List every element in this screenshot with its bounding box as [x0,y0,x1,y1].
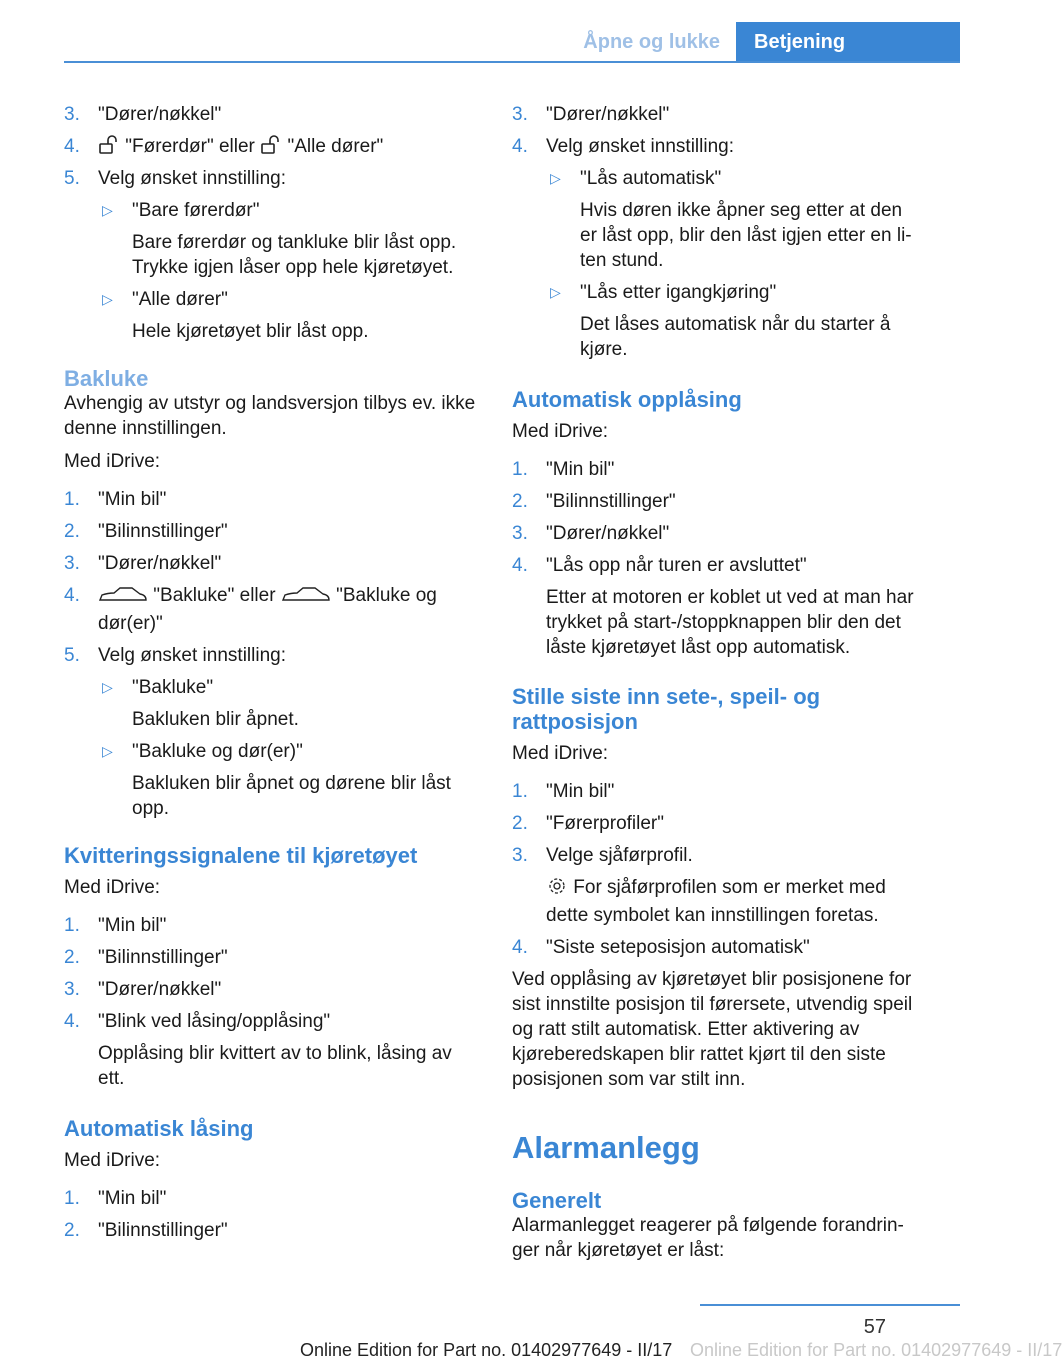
section-heading: Automatisk opplåsing [512,387,742,412]
list-item [512,457,924,489]
section-kvittering [64,843,476,1091]
list-item [512,102,924,134]
unlock-icon [260,135,282,162]
list-number: 4. [512,136,528,157]
section-sete-speil [512,684,924,1092]
bakluke-list [64,487,476,675]
list-text: "Min bil" [98,915,167,936]
list-number: 4. [512,555,528,576]
section-heading: Bakluke [64,366,149,391]
sublist-title: "Lås automatisk" [580,168,722,189]
list-number: 2. [64,521,80,542]
list-text: "Dører/nøkkel" [98,553,222,574]
sublist-desc: Bakluken blir åpnet. [132,709,299,730]
sete-list [512,779,924,967]
list-item [64,945,476,977]
section-heading: Generelt [512,1188,602,1213]
unlock-icon [98,135,120,162]
list-item [64,583,476,636]
list-item [512,843,924,928]
triangle-bullet-icon: ▷ [550,284,561,300]
list-item [64,166,476,198]
list-text: "Min bil" [546,781,615,802]
idrive-label: Med iDrive: [64,1150,161,1171]
list-item [64,487,476,519]
list-text: "Bakluke" eller [153,585,276,606]
list-number: 2. [512,491,528,512]
right-top-list [512,102,924,166]
triangle-bullet-icon: ▷ [102,202,113,218]
list-number: 1. [64,1188,80,1209]
sublist-title: "Bakluke og dør(er)" [132,741,303,762]
section-alarmanlegg [512,1130,924,1263]
sublist-item [64,287,476,344]
list-text: "Dører/nøkkel" [546,104,670,125]
section-tab: Betjening [736,22,960,62]
list-number: 4. [64,585,80,606]
list-text: Velg ønsket innstilling: [98,168,286,189]
list-text: "Bakluke og dør(er)" [98,585,437,634]
idrive-label: Med iDrive: [512,743,609,764]
list-number: 5. [64,645,80,666]
list-number: 2. [512,813,528,834]
idrive-label: Med iDrive: [64,451,161,472]
list-number: 3. [64,553,80,574]
car-icon [281,586,331,611]
section-heading: Kvitteringssignalene til kjøretøyet [64,843,418,868]
list-number: 1. [64,489,80,510]
list-item [512,521,924,553]
list-text: "Bilinnstillinger" [546,491,676,512]
right-column [512,100,924,1263]
right-top-sublist [512,166,924,362]
list-text: "Dører/nøkkel" [98,104,222,125]
list-text: "Førerdør" eller [125,136,255,157]
page-number: 57 [863,1316,886,1338]
page-header [0,0,960,62]
sublist-item [64,198,476,280]
sublist-desc: Hele kjøretøyet blir låst opp. [132,321,369,342]
list-item [64,134,476,166]
section-body: Ved opplåsing av kjøretøyet blir posisjonene for sist innstilte posisjon til førersete, utvendig speil og ratt stilt automatisk. Etter aktivering av kjøreberedskapen blir rattet kjørt til den siste posisjonen som var stilt inn. [512,969,913,1090]
list-text: "Bilinnstillinger" [98,1220,228,1241]
list-item [64,643,476,675]
sublist-title: "Lås etter igangkjøring" [580,282,777,303]
sublist-title: "Alle dører" [132,289,228,310]
section-heading: Automatisk låsing [64,1116,254,1141]
car-icon [98,586,148,611]
list-text: Velge sjåførprofil. [546,845,693,866]
list-number: 5. [64,168,80,189]
triangle-bullet-icon: ▷ [550,170,561,186]
left-top-list [64,102,476,198]
list-item [64,519,476,551]
footer-rule [700,1304,960,1306]
list-text: Velg ønsket innstilling: [98,645,286,666]
list-number: 2. [64,947,80,968]
list-number: 3. [64,979,80,1000]
section-bakluke [64,366,476,821]
list-item [64,1009,476,1091]
list-number: 3. [512,523,528,544]
triangle-bullet-icon: ▷ [102,291,113,307]
list-text: "Dører/nøkkel" [98,979,222,1000]
list-number: 1. [512,781,528,802]
sublist-desc: Det låses automatisk når du starter å kjøre. [580,314,891,360]
list-text: Velg ønsket innstilling: [546,136,734,157]
list-item [512,553,924,660]
triangle-bullet-icon: ▷ [102,679,113,695]
list-item [512,489,924,521]
sublist-item [64,739,476,821]
bakluke-sublist [64,675,476,821]
sublist-desc: Bare førerdør og tankluke blir låst opp. Trykke igjen låser opp hele kjøretøyet. [132,232,457,278]
autoopp-list [512,457,924,660]
section-heading: Stille siste inn sete-, speil- og rattposisjon [512,684,821,734]
left-top-sublist [64,198,476,344]
section-automatisk-opplasing [512,387,924,660]
list-item [64,977,476,1009]
section-automatisk-lasing [64,1116,476,1250]
gear-icon [546,876,568,903]
chapter-title: Alarmanlegg [512,1130,700,1165]
left-column [64,100,476,1250]
list-number: 3. [512,845,528,866]
sublist-title: "Bakluke" [132,677,214,698]
list-desc-text: For sjåførprofilen som er merket med dette symbolet kan innstillingen foretas. [546,877,886,926]
idrive-label: Med iDrive: [64,877,161,898]
list-number: 4. [64,136,80,157]
watermark: Online Edition for Part no. 01402977649 - II/17 [690,1340,1062,1360]
list-text: "Min bil" [98,1188,167,1209]
list-item [64,1186,476,1218]
list-text: "Alle dører" [287,136,384,157]
list-number: 4. [512,937,528,958]
section-intro: Avhengig av utstyr og landsversjon tilbys ev. ikke denne innstillingen. [64,393,476,439]
list-text: "Dører/nøkkel" [546,523,670,544]
list-item [512,811,924,843]
list-item [64,1218,476,1250]
sublist-item [64,675,476,732]
idrive-label: Med iDrive: [512,421,609,442]
triangle-bullet-icon: ▷ [102,743,113,759]
edition-text: Online Edition for Part no. 01402977649 - II/17 [300,1340,673,1360]
sublist-desc: Hvis døren ikke åpner seg etter at den er låst opp, blir den låst igjen etter en liten stund. [580,200,912,271]
list-item [64,913,476,945]
list-number: 4. [64,1011,80,1032]
sublist-item [512,280,924,362]
list-number: 1. [64,915,80,936]
list-number: 2. [64,1220,80,1241]
autolas-list [64,1186,476,1250]
list-item [64,551,476,583]
list-desc: Etter at motoren er koblet ut ved at man har trykket på start-/stoppknappen blir den det låste kjøretøyet låst opp automatisk. [546,587,914,658]
kvittering-list [64,913,476,1091]
list-item [512,134,924,166]
list-text: "Lås opp når turen er avsluttet" [546,555,807,576]
list-text: "Bilinnstillinger" [98,947,228,968]
sublist-title: "Bare førerdør" [132,200,260,221]
list-item [512,935,924,967]
list-desc [546,875,924,928]
list-desc: Opplåsing blir kvittert av to blink, låsing av ett. [98,1043,452,1089]
sublist-item [512,166,924,273]
list-text: "Min bil" [546,459,615,480]
header-rule [64,61,960,63]
list-text: "Min bil" [98,489,167,510]
list-text: "Bilinnstillinger" [98,521,228,542]
chapter-tab: Åpne og lukke [583,31,720,53]
section-body: Alarmanlegget reagerer på følgende forandringer når kjøretøyet er låst: [512,1215,904,1261]
list-text: "Blink ved låsing/opplåsing" [98,1011,331,1032]
list-item [512,779,924,811]
list-number: 3. [64,104,80,125]
sublist-desc: Bakluken blir åpnet og dørene blir låst opp. [132,773,451,819]
list-text: "Siste seteposisjon automatisk" [546,937,810,958]
list-text: "Førerprofiler" [546,813,664,834]
list-item [64,102,476,134]
list-number: 3. [512,104,528,125]
list-number: 1. [512,459,528,480]
